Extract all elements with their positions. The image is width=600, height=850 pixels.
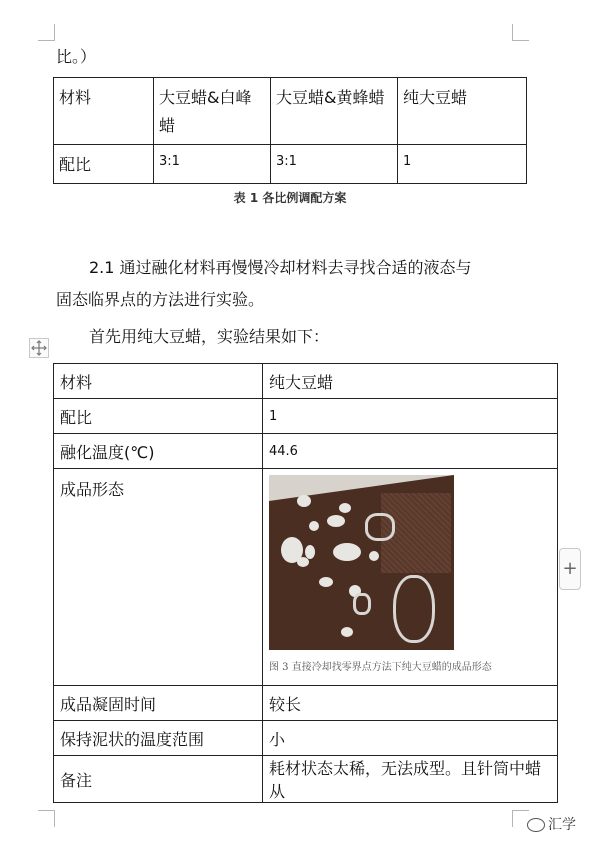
table-cell: 大豆蜡&黄蜂蜡 [271,78,398,145]
wax-ring [393,575,435,643]
margin-corner-bottom-left [38,810,55,827]
table-row [54,721,558,756]
table-cell: 大豆蜡&白峰蜡 [154,78,271,145]
wax-blob [305,545,315,559]
table-cell: 成品形态 [54,469,263,686]
wechat-icon [527,818,545,832]
add-row-button[interactable] [559,548,581,590]
wax-blob [297,557,309,567]
table-cell: 3:1 [271,145,398,184]
ratio-table [53,77,527,184]
table-row [54,78,527,145]
table-cell: 材料 [54,78,154,145]
table-cell: 耗材状态太稀，无法成型。且针筒中蜡从 [263,756,558,803]
table-cell: 44.6 [263,434,558,469]
table-row [54,145,527,184]
top-fragment: 比。） [56,47,97,66]
table-cell: 备注 [54,756,263,803]
margin-corner-top-right [512,24,529,41]
table-cell: 配比 [54,145,154,184]
table-cell: 纯大豆蜡 [263,364,558,399]
table-cell: 小 [263,721,558,756]
table-cell: 3:1 [154,145,271,184]
wax-blob [309,521,319,531]
figure-caption: 图 3 直接冷却找零界点方法下纯大豆蜡的成品形态 [269,662,492,673]
wax-blob [341,627,353,637]
table-cell: 1 [398,145,527,184]
table-cell: 材料 [54,364,263,399]
table-cell: 成品凝固时间 [54,686,263,721]
wax-blob [319,577,333,587]
watermark-text: 汇学 [548,817,576,833]
table-cell: 较长 [263,686,558,721]
wax-ring [353,593,371,615]
wax-blob [333,543,361,561]
intro-line: 首先用纯大豆蜡，实验结果如下： [89,327,330,346]
wax-blob [339,503,351,513]
table-row [54,756,558,803]
table-cell: 配比 [54,399,263,434]
figure-cell [263,469,558,686]
table-row [54,364,558,399]
table-move-handle[interactable] [29,338,49,358]
table-cell: 纯大豆蜡 [398,78,527,145]
table-row [54,469,558,686]
wax-ring [365,513,395,541]
wax-blob [297,495,311,507]
watermark-logo [527,814,576,834]
product-photo [269,475,454,650]
result-table [53,363,558,803]
table-caption: 表 1 各比例调配方案 [233,191,347,205]
table-row [54,686,558,721]
margin-corner-top-left [38,24,55,41]
wax-blob [369,551,379,561]
table-cell: 保持泥状的温度范围 [54,721,263,756]
move-handle-icon [30,339,48,357]
table-row [54,434,558,469]
plus-icon: + [562,558,578,579]
table-cell: 1 [263,399,558,434]
table-row [54,399,558,434]
section-heading-line: 2.1 通过融化材料再慢慢冷却材料去寻找合适的液态与 [89,258,472,277]
table-cell: 融化温度(℃) [54,434,263,469]
section-body-line: 固态临界点的方法进行实验。 [56,290,265,309]
wax-blob [327,515,345,527]
